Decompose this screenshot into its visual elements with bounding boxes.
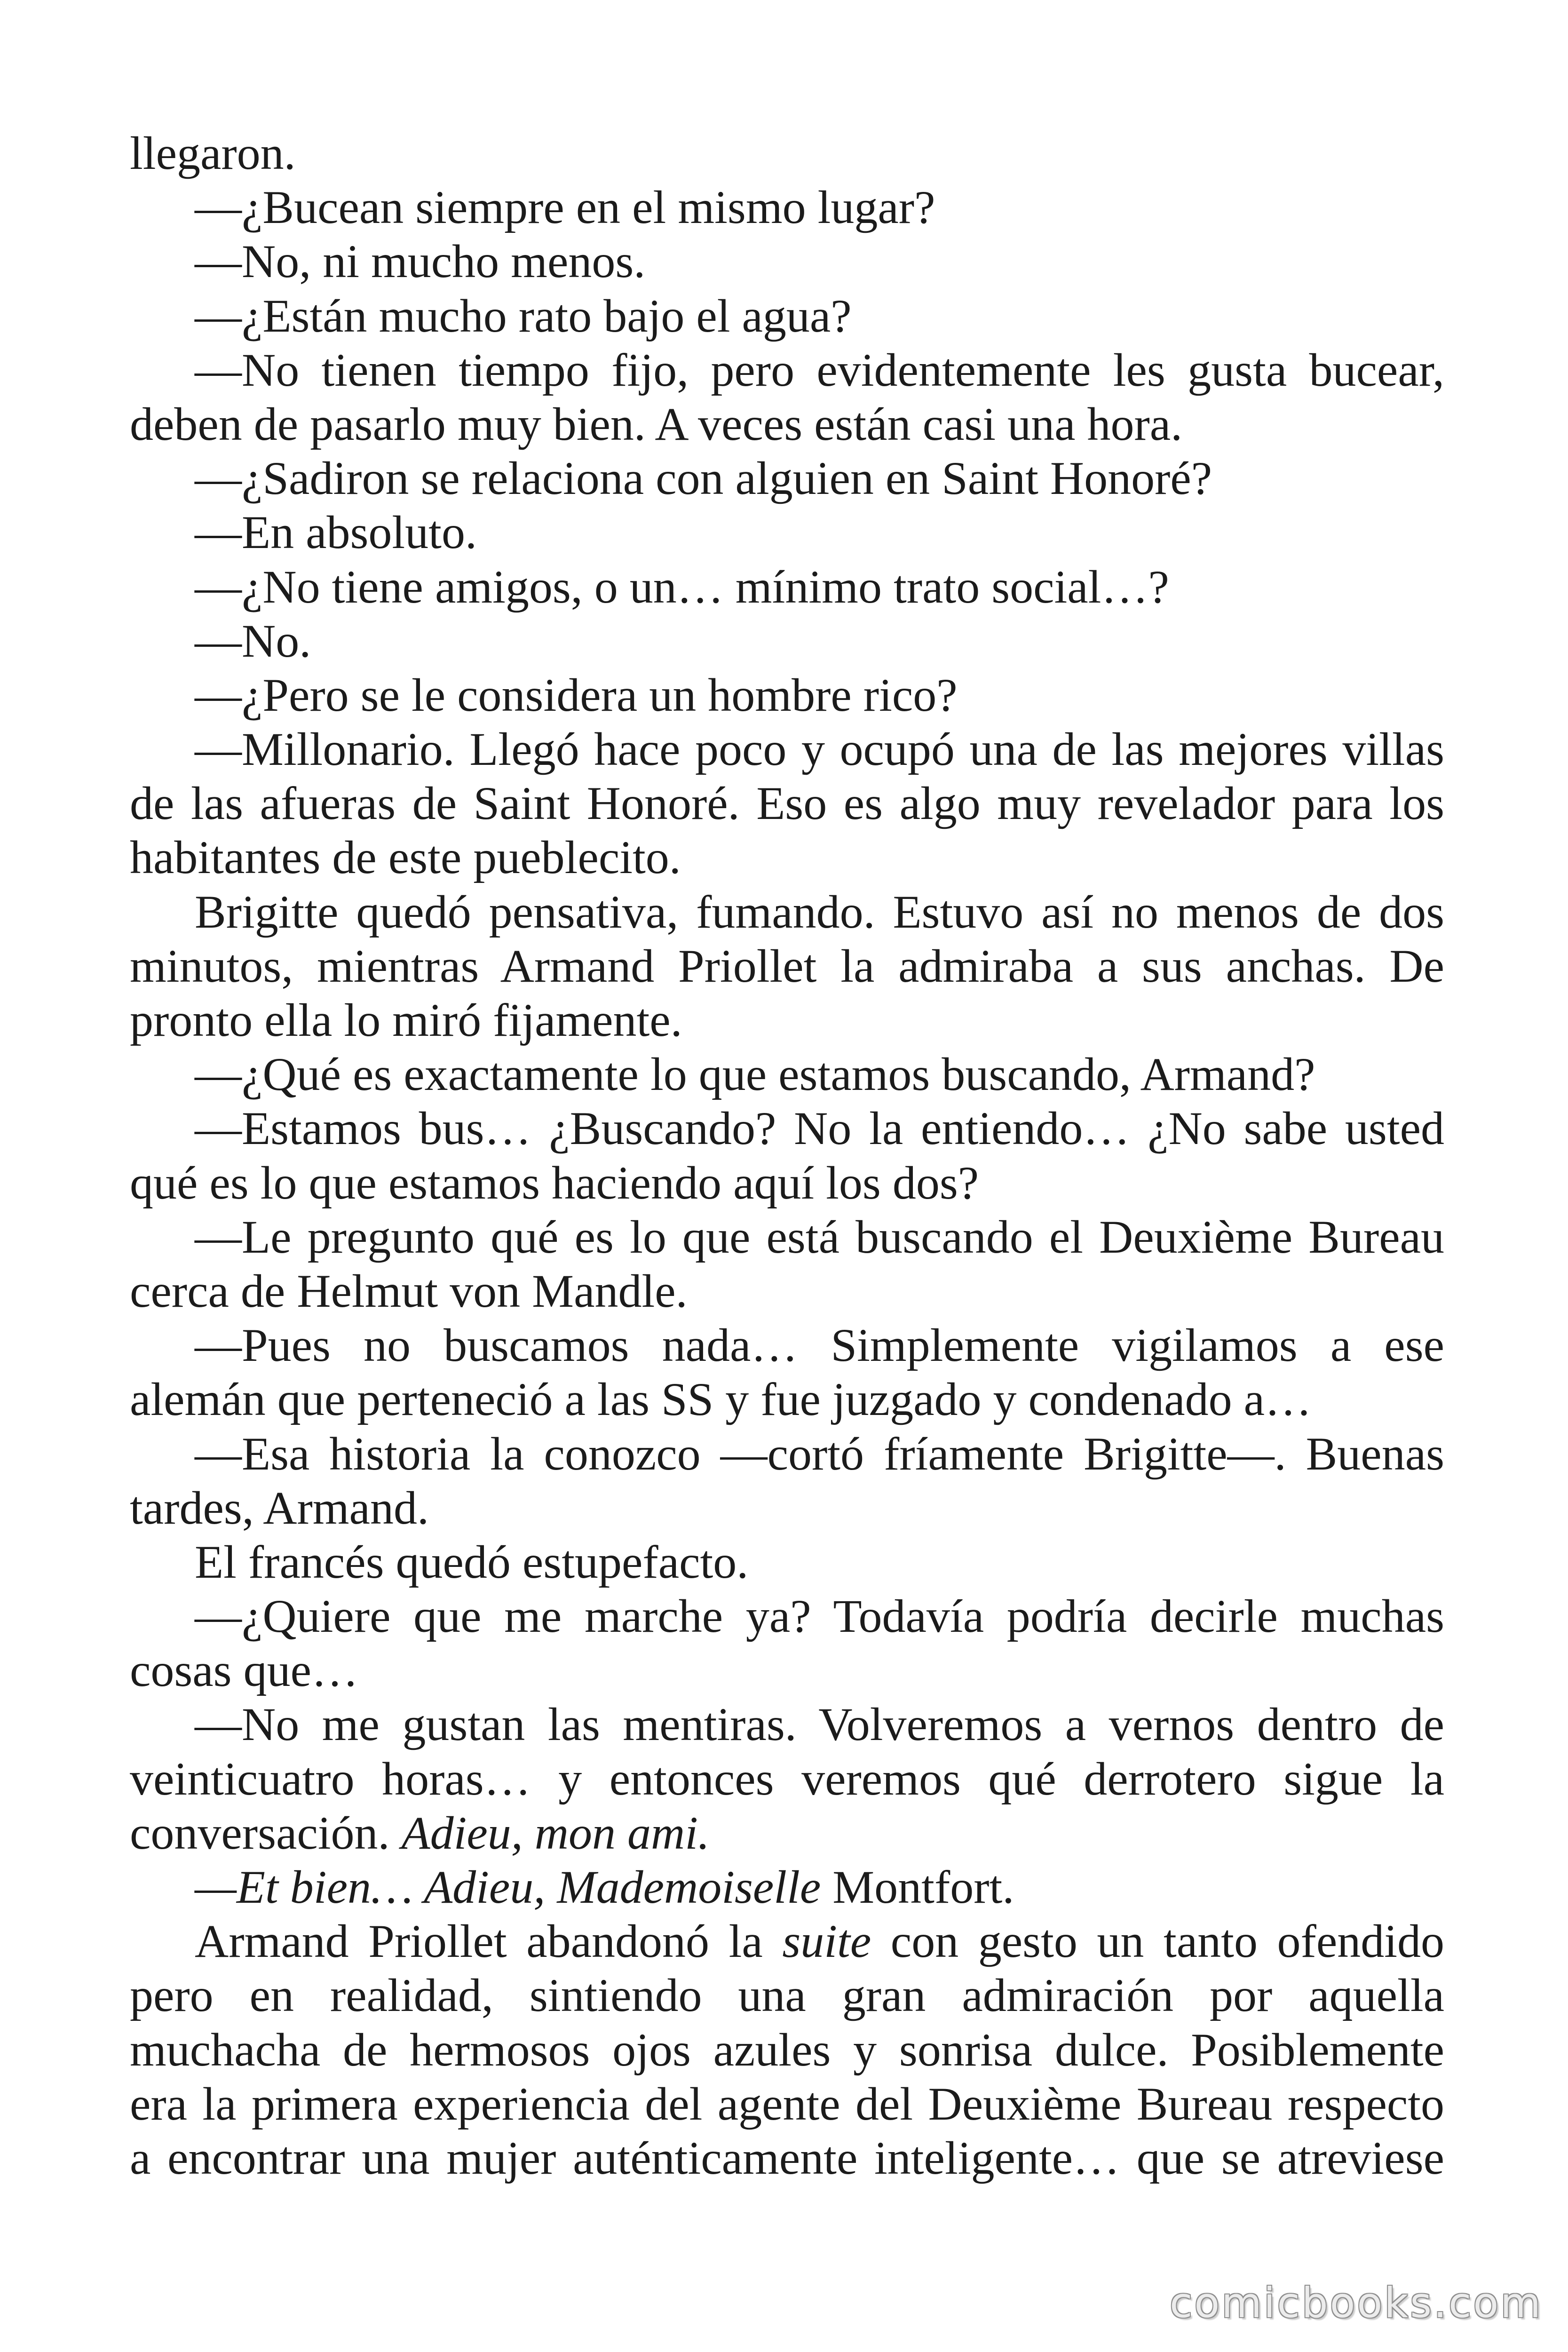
text-line <box>130 1806 1444 1860</box>
italic-text: suite <box>782 1915 871 1968</box>
text-line <box>130 1914 1444 1968</box>
italic-text: —Et bien… Adieu, Mademoiselle <box>195 1861 821 1913</box>
text-line <box>130 1427 1444 1481</box>
text-run: —No tienen tiempo fijo, pero evidentemente les gusta bucear, <box>195 343 1444 396</box>
text-run: con gesto un tanto ofendido <box>871 1915 1444 1968</box>
dialogue-paragraph <box>130 1210 1444 1318</box>
dialogue-paragraph <box>130 289 1444 343</box>
text-line <box>130 451 1444 505</box>
text-run: —Le pregunto qué es lo que está buscando el Deuxième Bureau <box>195 1210 1444 1263</box>
dialogue-paragraph <box>130 722 1444 885</box>
text-line <box>130 289 1444 343</box>
dialogue-paragraph <box>130 560 1444 614</box>
page-text <box>130 126 1444 2185</box>
text-line <box>130 830 1444 884</box>
text-run: Montfort. <box>821 1861 1014 1913</box>
dialogue-paragraph <box>130 1047 1444 1101</box>
text-line <box>130 2023 1444 2077</box>
dialogue-paragraph <box>130 668 1444 722</box>
text-run: pronto ella lo miró fijamente. <box>130 994 682 1046</box>
text-run: conversación. <box>130 1806 402 1859</box>
dialogue-paragraph <box>130 1697 1444 1860</box>
text-line <box>130 885 1444 939</box>
text-run: —No me gustan las mentiras. Volveremos a vernos dentro de <box>195 1698 1444 1751</box>
text-run: —¿Pero se le considera un hombre rico? <box>195 668 958 721</box>
dialogue-paragraph <box>130 343 1444 451</box>
text-run: —Millonario. Llegó hace poco y ocupó una de las mejores villas <box>195 723 1444 776</box>
text-run: de las afueras de Saint Honoré. Eso es algo muy revelador para los <box>130 777 1444 830</box>
dialogue-paragraph <box>130 505 1444 559</box>
text-line <box>130 1589 1444 1643</box>
text-run: a encontrar una mujer auténticamente inteligente… que se atreviese <box>130 2131 1444 2184</box>
text-run: veinticuatro horas… y entonces veremos qué derrotero sigue la <box>130 1752 1444 1805</box>
text-line <box>130 1318 1444 1372</box>
text-line <box>130 1752 1444 1806</box>
text-line <box>130 234 1444 288</box>
dialogue-paragraph <box>130 1860 1444 1914</box>
text-run: cerca de Helmut von Mandle. <box>130 1264 688 1317</box>
text-run: —¿Qué es exactamente lo que estamos buscando, Armand? <box>195 1048 1315 1101</box>
text-run: era la primera experiencia del agente del Deuxième Bureau respecto <box>130 2077 1444 2130</box>
text-run: —En absoluto. <box>195 506 477 559</box>
text-run: deben de pasarlo muy bien. A veces están casi una hora. <box>130 397 1183 450</box>
text-line <box>130 2077 1444 2131</box>
text-line <box>130 1481 1444 1535</box>
text-line <box>130 993 1444 1047</box>
text-run: tardes, Armand. <box>130 1481 429 1534</box>
text-line <box>130 939 1444 993</box>
dialogue-paragraph <box>130 180 1444 234</box>
dialogue-paragraph <box>130 1101 1444 1209</box>
narrative-paragraph <box>130 1914 1444 2185</box>
dialogue-paragraph <box>130 1318 1444 1426</box>
text-line <box>130 1156 1444 1210</box>
text-line <box>130 1372 1444 1426</box>
text-line <box>130 1535 1444 1589</box>
text-run: alemán que perteneció a las SS y fue juzgado y condenado a… <box>130 1373 1312 1426</box>
text-line <box>130 614 1444 668</box>
watermark: comicbooks.com <box>1169 2279 1543 2327</box>
text-run: —No. <box>195 614 311 667</box>
narrative-paragraph <box>130 885 1444 1048</box>
text-run: Armand Priollet abandonó la <box>195 1915 783 1968</box>
text-line <box>130 397 1444 451</box>
dialogue-paragraph <box>130 1427 1444 1535</box>
text-line <box>130 668 1444 722</box>
narrative-paragraph <box>130 126 1444 180</box>
text-run: minutos, mientras Armand Priollet la admiraba a sus anchas. De <box>130 939 1444 992</box>
text-line <box>130 1047 1444 1101</box>
text-line <box>130 2131 1444 2185</box>
text-run: —Pues no buscamos nada… Simplemente vigilamos a ese <box>195 1319 1444 1372</box>
text-line <box>130 560 1444 614</box>
text-line <box>130 1210 1444 1264</box>
text-line <box>130 343 1444 397</box>
text-run: Brigitte quedó pensativa, fumando. Estuvo así no menos de dos <box>195 885 1444 938</box>
text-run: —¿Sadiron se relaciona con alguien en Saint Honoré? <box>195 452 1212 505</box>
text-run: pero en realidad, sintiendo una gran admiración por aquella <box>130 1969 1444 2022</box>
dialogue-paragraph <box>130 614 1444 668</box>
text-run: —¿Están mucho rato bajo el agua? <box>195 289 852 342</box>
text-line <box>130 1264 1444 1318</box>
text-run: —¿Quiere que me marche ya? Todavía podría decirle muchas <box>195 1590 1444 1643</box>
text-run: habitantes de este pueblecito. <box>130 831 681 884</box>
text-run: El francés quedó estupefacto. <box>195 1535 749 1588</box>
dialogue-paragraph <box>130 1589 1444 1697</box>
text-line <box>130 1968 1444 2022</box>
narrative-paragraph <box>130 1535 1444 1589</box>
dialogue-paragraph <box>130 451 1444 505</box>
text-run: muchacha de hermosos ojos azules y sonrisa dulce. Posiblemente <box>130 2023 1444 2076</box>
text-run: —Estamos bus… ¿Buscando? No la entiendo… ¿No sabe usted <box>195 1102 1444 1155</box>
text-line <box>130 505 1444 559</box>
text-line <box>130 776 1444 830</box>
text-run: qué es lo que estamos haciendo aquí los dos? <box>130 1156 979 1209</box>
text-line <box>130 1643 1444 1697</box>
text-run: —No, ni mucho menos. <box>195 235 646 288</box>
text-line <box>130 1860 1444 1914</box>
text-run: llegaron. <box>130 127 296 179</box>
text-run: —¿No tiene amigos, o un… mínimo trato social…? <box>195 560 1169 613</box>
text-line <box>130 722 1444 776</box>
text-line <box>130 1101 1444 1155</box>
text-run: —¿Bucean siempre en el mismo lugar? <box>195 181 935 234</box>
text-line <box>130 1697 1444 1751</box>
text-line <box>130 126 1444 180</box>
text-run: —Esa historia la conozco —cortó fríamente Brigitte—. Buenas <box>195 1427 1444 1480</box>
dialogue-paragraph <box>130 234 1444 288</box>
italic-text: Adieu, mon ami. <box>401 1806 710 1859</box>
text-run: cosas que… <box>130 1644 358 1697</box>
text-line <box>130 180 1444 234</box>
